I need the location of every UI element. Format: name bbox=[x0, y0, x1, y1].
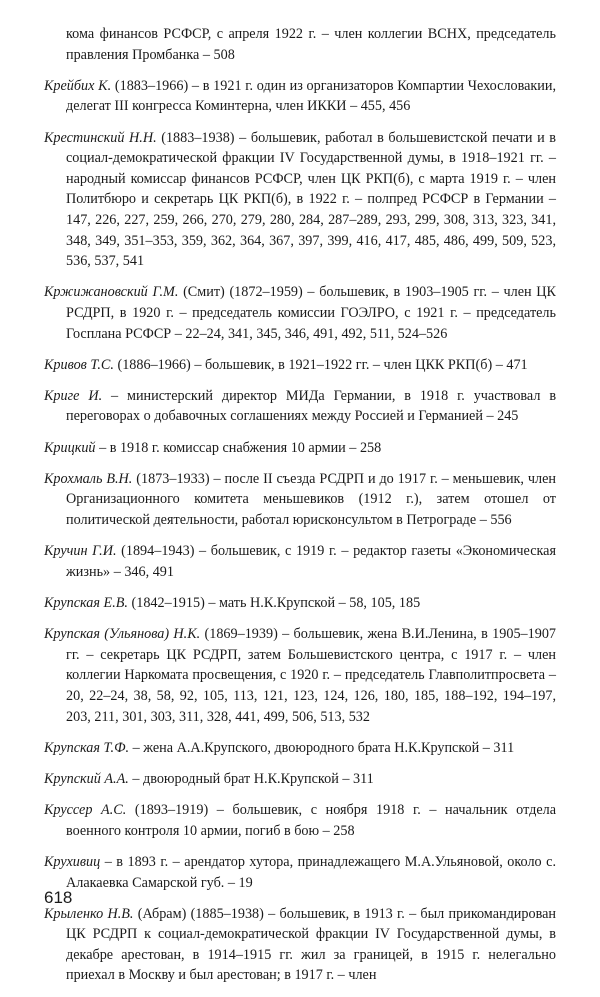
entry-text: – двоюродный брат Н.К.Крупской – 311 bbox=[128, 770, 374, 787]
entry-text: – министерский директор МИДа Германии, в 1918 г. участвовал в переговорах о добавочных соглашениях между Россией и Германией – 245 bbox=[66, 387, 557, 425]
entry-name: Крупская Т.Ф. bbox=[44, 739, 130, 756]
index-entry bbox=[44, 438, 556, 459]
entry-name: Крестинский Н.Н. bbox=[44, 129, 157, 146]
index-entry bbox=[44, 541, 556, 582]
index-entry bbox=[44, 355, 556, 376]
entry-name: Крицкий bbox=[44, 439, 96, 456]
entry-name: Кручин Г.И. bbox=[44, 543, 117, 560]
index-entry bbox=[44, 738, 556, 759]
entry-text: (Абрам) (1885–1938) – большевик, в 1913 г. – был прикомандирован ЦК РСДРП к социал-демократической фракции IV Государственной думы, в декабре арестован, в 1914–1915 гг. жил за границей, в 1915 г. нелегально приехал в Москву и был арестован; в 1917 г. – член bbox=[66, 905, 556, 984]
entry-text: (Смит) (1872–1959) – большевик, в 1903–1905 гг. – член ЦК РСДРП, в 1920 г. – председатель комиссии ГОЭЛРО, с 1921 г. – председатель Госплана РСФСР – 22–24, 341, 345, 346, 491, 492, 511, 524–526 bbox=[66, 284, 556, 342]
entry-text: (1894–1943) – большевик, с 1919 г. – редактор газеты «Экономическая жизнь» – 346, 491 bbox=[66, 543, 556, 580]
entry-text: – в 1918 г. комиссар снабжения 10 армии – 258 bbox=[95, 439, 382, 456]
entry-name: Криге И. bbox=[44, 387, 103, 404]
entry-text: (1873–1933) – после II съезда РСДРП и до 1917 г. – меньшевик, член Организационного комитета меньшевиков (1912 г.), затем отошел от политической деятельности, работал юрисконсультом в Петрограде – 556 bbox=[66, 470, 556, 529]
entry-name: Крыленко Н.В. bbox=[44, 905, 134, 922]
entry-name: Крупская (Ульянова) Н.К. bbox=[44, 626, 201, 643]
index-entry bbox=[44, 852, 556, 893]
entry-name: Крохмаль В.Н. bbox=[44, 470, 133, 487]
entry-name: Кржижановский Г.М. bbox=[44, 284, 179, 301]
entry-text: (1883–1966) – в 1921 г. один из организаторов Компартии Чехословакии, делегат III конгресса Коминтерна, член ИККИ – 455, 456 bbox=[66, 77, 556, 115]
entry-name: Крейбих К. bbox=[44, 77, 112, 94]
entry-name: Крупский А.А. bbox=[44, 770, 129, 787]
index-entry-continuation bbox=[44, 24, 556, 65]
entry-text: (1842–1915) – мать Н.К.Крупской – 58, 105, 185 bbox=[127, 595, 421, 611]
entry-name: Круссер А.С. bbox=[44, 802, 127, 819]
index-entry bbox=[44, 769, 556, 790]
entry-text: кома финансов РСФСР, с апреля 1922 г. – член коллегии ВСНХ, председатель правления Промбанка – 508 bbox=[66, 26, 556, 63]
index-entry bbox=[44, 469, 556, 531]
entry-text: – в 1893 г. – арендатор хутора, принадлежащего М.А.Ульяновой, около с. Алакаевка Самарской губ. – 19 bbox=[66, 853, 556, 891]
index-entry bbox=[44, 904, 556, 986]
index-entry bbox=[44, 593, 556, 614]
entry-text: – жена А.А.Крупского, двоюродного брата Н.К.Крупской – 311 bbox=[129, 739, 515, 756]
index-page bbox=[44, 24, 556, 997]
index-entry bbox=[44, 282, 556, 344]
index-entry bbox=[44, 386, 556, 427]
index-entry bbox=[44, 800, 556, 841]
entry-text: (1893–1919) – большевик, с ноября 1918 г. – начальник отдела военного контроля 10 армии, погиб в бою – 258 bbox=[66, 802, 556, 839]
index-entry bbox=[44, 128, 556, 272]
entry-name: Крупская Е.В. bbox=[44, 595, 128, 611]
page-number: 618 bbox=[44, 888, 73, 907]
index-entry bbox=[44, 624, 556, 727]
entry-text: (1869–1939) – большевик, жена В.И.Ленина, в 1905–1907 гг. – секретарь ЦК РСДРП, затем Большевистского центра, с 1917 г. – член коллегии Наркомата просвещения, с 1920 г. – председатель Главполитпросвета – 20, 22–24, 38, 58, 92, 105, 113, 121, 123, 124, 126, 180, 185, 188–192, 194–197, 203, 211, 301, 303, 311, 328, 441, 499, 506, 513, 532 bbox=[66, 626, 557, 725]
entry-name: Кривов Т.С. bbox=[44, 356, 114, 373]
entry-name: Крухивиц bbox=[44, 853, 101, 870]
index-entry bbox=[44, 76, 556, 117]
entry-text: (1883–1938) – большевик, работал в большевистской печати и в социал-демократической фракции IV Государственной думы, в 1918–1921 гг. – народный комиссар финансов РСФСР, член ЦК РКП(б), с марта 1919 г. – член Политбюро и секретарь ЦК РКП(б), в 1922 г. – полпред РСФСР в Германии – 147, 226, 227, 259, 266, 270, 279, 280, 284, 287–289, 293, 299, 308, 313, 323, 341, 348, 349, 351–353, 359, 362, 364, 367, 397, 399, 416, 417, 485, 486, 499, 509, 523, 536, 537, 541 bbox=[66, 129, 556, 270]
entry-text: (1886–1966) – большевик, в 1921–1922 гг. – член ЦКК РКП(б) – 471 bbox=[113, 356, 528, 373]
